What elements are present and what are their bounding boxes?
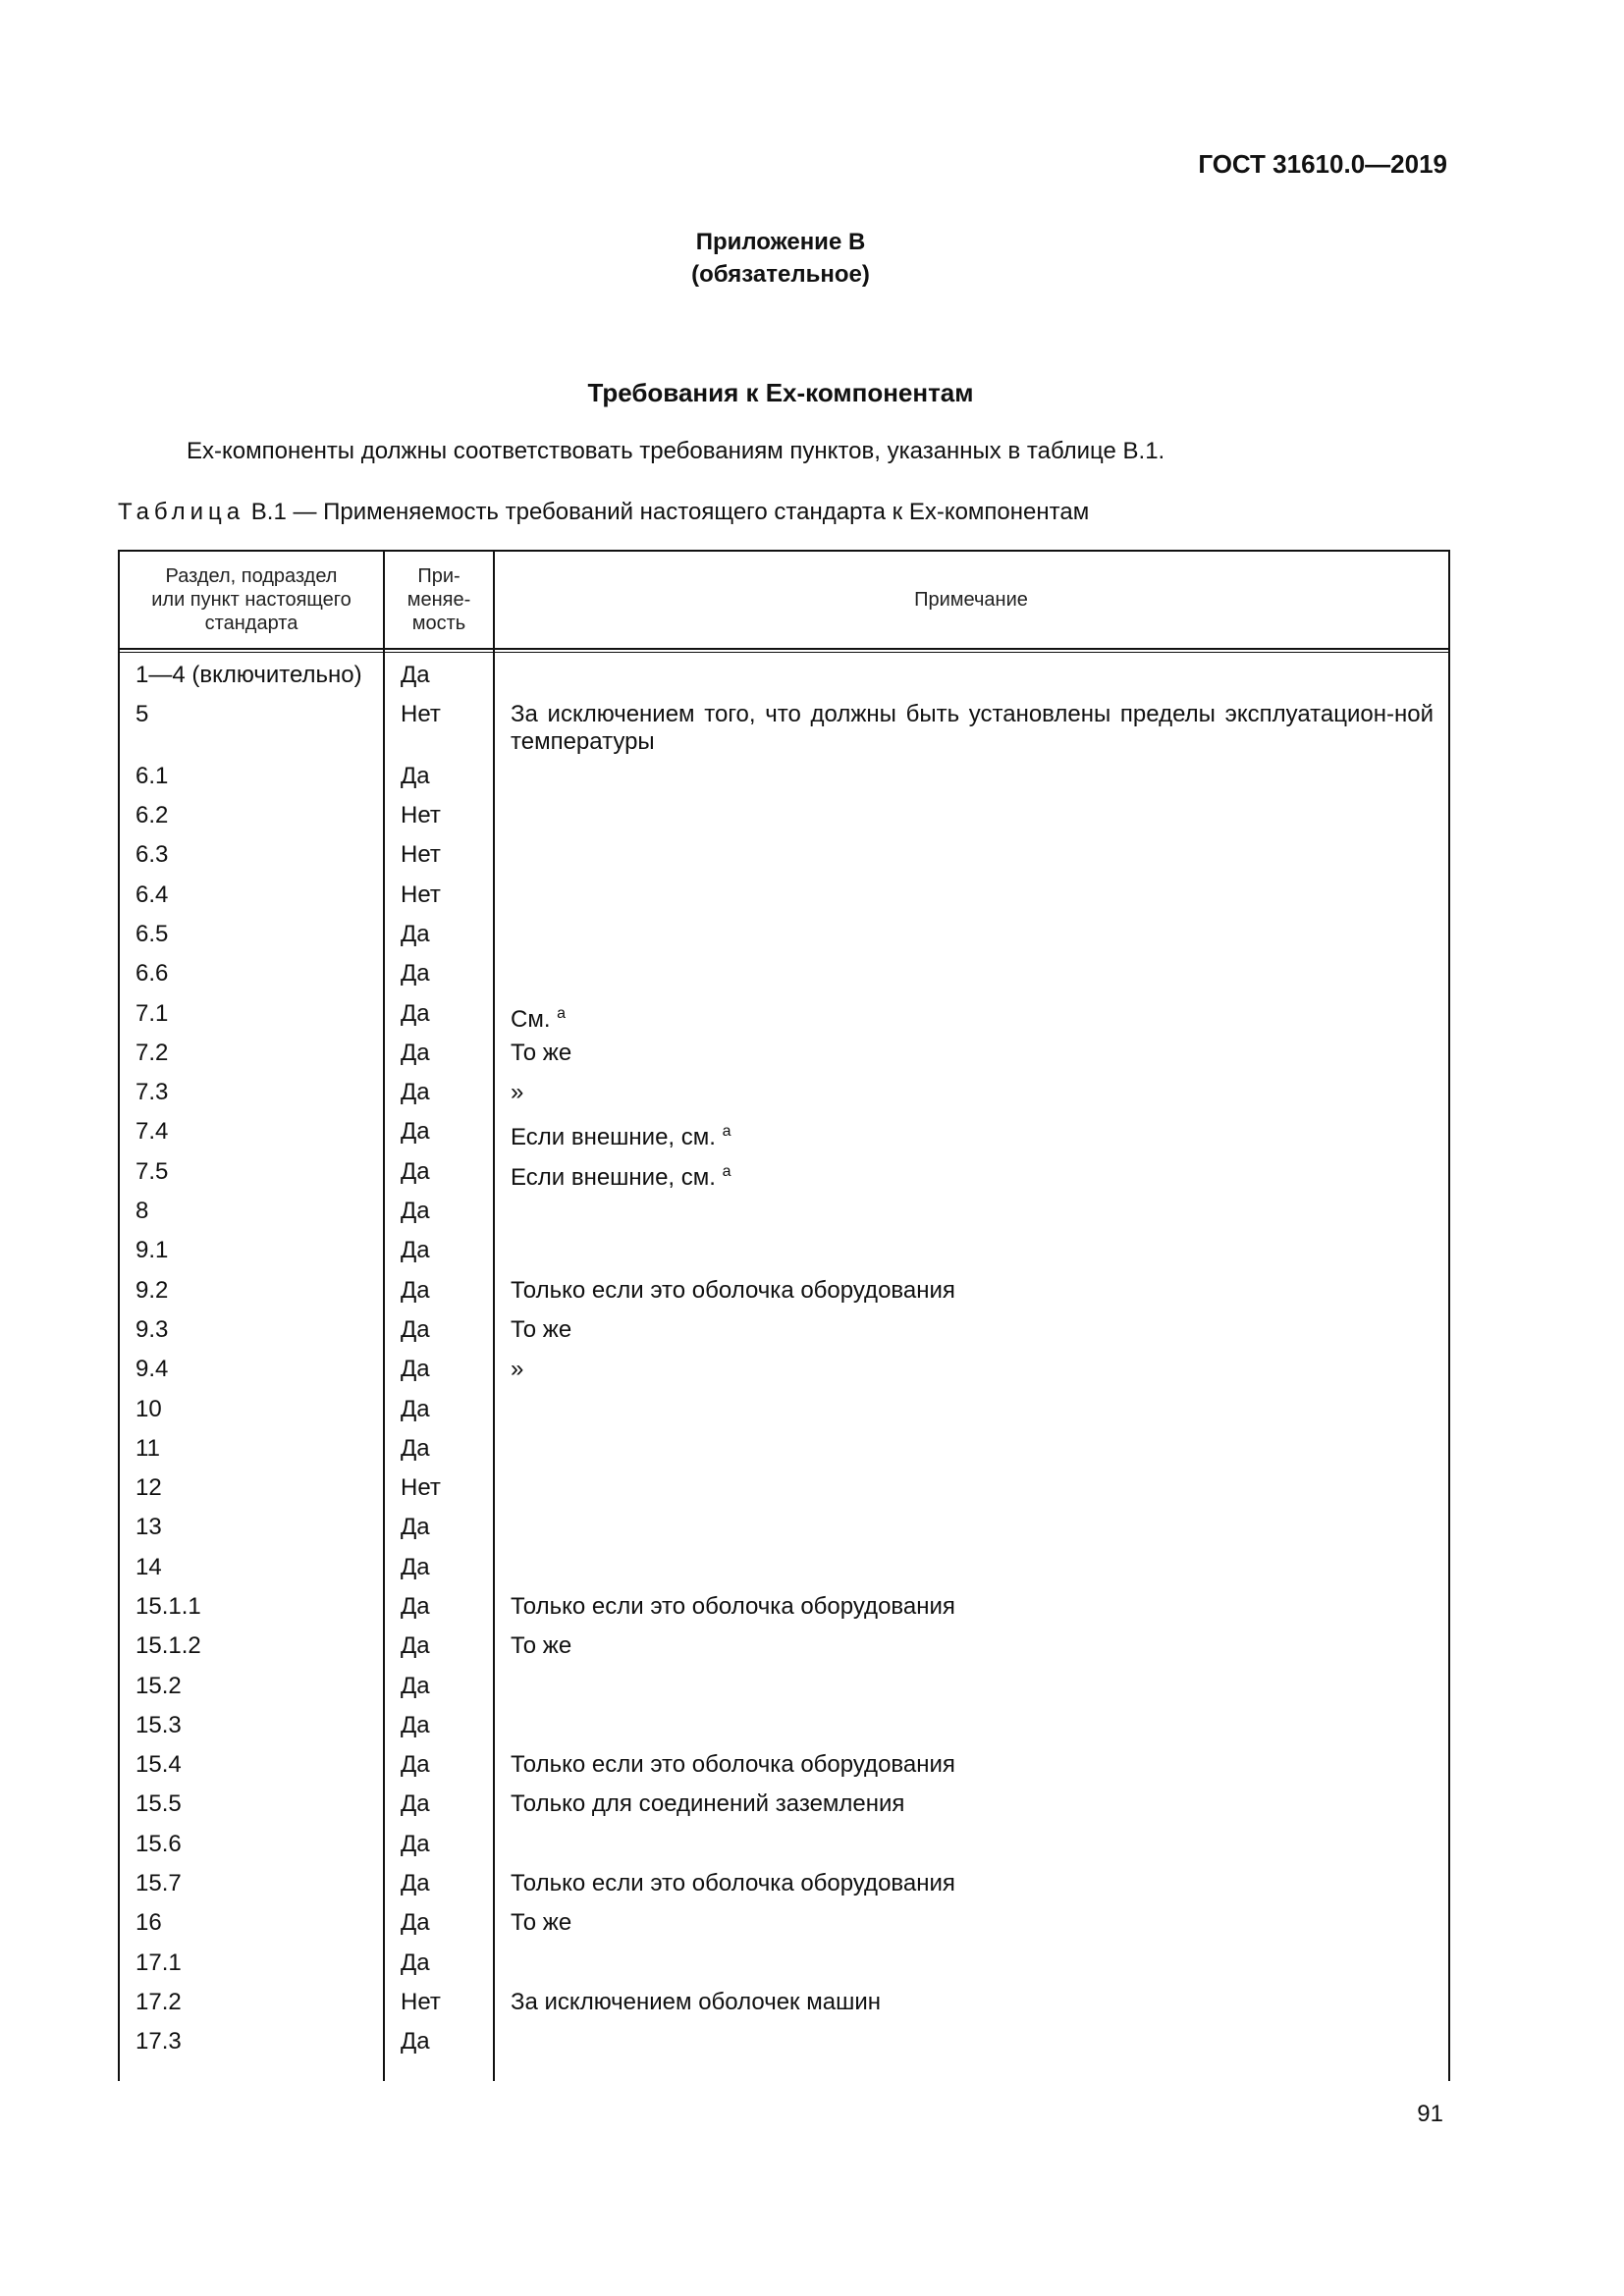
row-section: 16 (135, 1909, 162, 1937)
table-row (120, 881, 1448, 921)
row-applicability: Нет (401, 1474, 441, 1502)
table-row (120, 1593, 1448, 1632)
row-note (511, 701, 1434, 756)
page-number: 91 (1417, 2101, 1443, 2127)
row-section: 9.2 (135, 1276, 169, 1304)
row-section: 12 (135, 1474, 162, 1502)
table-body (120, 662, 1448, 2068)
row-section: 1—4 (включительно) (135, 662, 362, 688)
table-row (120, 1396, 1448, 1435)
row-section: 15.4 (135, 1751, 182, 1779)
row-applicability: Да (401, 1039, 430, 1066)
row-note-text: Только если это оболочка оборудования (511, 1870, 955, 1897)
row-section: 9.1 (135, 1237, 169, 1264)
row-note-text: » (511, 1356, 524, 1383)
row-note-text: Только если это оболочка оборудования (511, 1751, 955, 1779)
header-section (120, 552, 383, 648)
row-section: 9.3 (135, 1315, 169, 1343)
row-applicability: Да (401, 1237, 430, 1264)
row-applicability: Да (401, 1711, 430, 1738)
table-row (120, 2028, 1448, 2067)
row-section: 6.6 (135, 960, 169, 988)
table-row (120, 1040, 1448, 1079)
row-section: 7.5 (135, 1157, 169, 1185)
table-caption-word: Таблица (118, 499, 245, 525)
row-applicability: Да (401, 1909, 430, 1937)
row-section: 15.7 (135, 1870, 182, 1897)
table-row (120, 1673, 1448, 1712)
table-caption (118, 499, 1089, 526)
row-applicability: Да (401, 1198, 430, 1225)
row-section: 6.3 (135, 841, 169, 869)
section-title: Требования к Ex-компонентам (587, 378, 974, 407)
row-section: 7.4 (135, 1118, 169, 1146)
row-section: 6.5 (135, 920, 169, 947)
row-note-text: За исключением того, что должны быть установлены пределы эксплуатацион-ной температуры (511, 701, 1434, 756)
row-note (511, 1870, 1434, 1897)
row-applicability: Да (401, 1157, 430, 1185)
appendix-heading (0, 226, 1561, 291)
row-note (511, 1277, 1434, 1305)
intro-paragraph: Ex-компоненты должны соответствовать требованиям пунктов, указанных в таблице В.1. (187, 438, 1165, 464)
table-row (120, 1435, 1448, 1474)
row-note-text: Только если это оболочка оборудования (511, 1276, 955, 1304)
row-section: 10 (135, 1395, 162, 1422)
row-section: 7.1 (135, 999, 169, 1027)
table-row (120, 1831, 1448, 1870)
table-row (120, 802, 1448, 841)
row-applicability: Да (401, 920, 430, 947)
row-applicability: Да (401, 1830, 430, 1857)
row-note (511, 1356, 1434, 1383)
row-applicability: Да (401, 1079, 430, 1106)
row-section: 6.2 (135, 802, 169, 829)
table-row (120, 1000, 1448, 1040)
row-note (511, 1000, 1434, 1034)
header-divider (120, 648, 1448, 653)
row-note-text: » (511, 1079, 524, 1106)
row-note (511, 1040, 1434, 1067)
table-row (120, 1198, 1448, 1237)
header-applicability-label: При- меняе- мость (406, 565, 471, 634)
row-note (511, 1909, 1434, 1937)
table-row (120, 701, 1448, 762)
row-note-text: Если внешние, см. (511, 1124, 716, 1151)
row-section: 5 (135, 701, 149, 728)
table-row (120, 841, 1448, 881)
row-note-text: То же (511, 1909, 572, 1937)
table-row (120, 1712, 1448, 1751)
row-applicability: Да (401, 1592, 430, 1620)
row-applicability: Да (401, 2028, 430, 2056)
row-note (511, 1632, 1434, 1660)
row-note-text: Только для соединений заземления (511, 1790, 905, 1818)
row-note-text: То же (511, 1315, 572, 1343)
row-applicability: Да (401, 1632, 430, 1660)
table-row (120, 1949, 1448, 1989)
row-note-text: Если внешние, см. (511, 1163, 716, 1191)
header-note (495, 552, 1447, 648)
row-applicability: Да (401, 1790, 430, 1818)
row-note-text: См. (511, 1005, 551, 1033)
table-row (120, 662, 1448, 701)
row-section: 8 (135, 1198, 149, 1225)
row-note (511, 1079, 1434, 1106)
row-applicability: Да (401, 1672, 430, 1699)
row-section: 6.4 (135, 881, 169, 908)
table-row (120, 1277, 1448, 1316)
row-section: 15.5 (135, 1790, 182, 1818)
row-section: 17.3 (135, 2028, 182, 2056)
row-section: 9.4 (135, 1356, 169, 1383)
row-applicability: Нет (401, 841, 441, 869)
row-section: 15.3 (135, 1711, 182, 1738)
table-row (120, 921, 1448, 960)
row-note (511, 1158, 1434, 1192)
row-note (511, 1751, 1434, 1779)
row-section: 15.1.1 (135, 1592, 201, 1620)
row-note (511, 1989, 1434, 2016)
appendix-title: Приложение В (695, 229, 866, 255)
row-applicability: Нет (401, 881, 441, 908)
row-applicability: Нет (401, 701, 441, 728)
row-note-text: Только если это оболочка оборудования (511, 1592, 955, 1620)
row-section: 15.1.2 (135, 1632, 201, 1660)
row-note (511, 1593, 1434, 1621)
row-section: 11 (135, 1434, 160, 1462)
table-row (120, 1751, 1448, 1790)
table-row (120, 1118, 1448, 1157)
table-row (120, 1356, 1448, 1395)
applicability-table (118, 550, 1450, 2081)
row-section: 7.2 (135, 1039, 169, 1066)
row-section: 6.1 (135, 762, 169, 789)
table-row (120, 1870, 1448, 1909)
row-note-text: За исключением оболочек машин (511, 1988, 881, 2015)
table-row (120, 1632, 1448, 1672)
row-applicability: Да (401, 1949, 430, 1976)
row-section: 17.2 (135, 1988, 182, 2015)
table-row (120, 1079, 1448, 1118)
row-applicability: Да (401, 1751, 430, 1779)
row-note (511, 1118, 1434, 1151)
appendix-status: (обязательное) (691, 261, 870, 288)
header-section-label: Раздел, подраздел или пункт настоящего стандарта (151, 565, 352, 634)
table-row (120, 1474, 1448, 1514)
row-applicability: Да (401, 762, 430, 789)
row-applicability: Да (401, 662, 430, 688)
row-note (511, 1316, 1434, 1344)
table-row (120, 1790, 1448, 1830)
header-applicability (385, 552, 493, 648)
row-section: 14 (135, 1553, 162, 1580)
row-applicability: Да (401, 1276, 430, 1304)
table-row (120, 1158, 1448, 1198)
header-note-label: Примечание (914, 589, 1028, 611)
table-row (120, 960, 1448, 999)
row-applicability: Да (401, 999, 430, 1027)
table-row (120, 1989, 1448, 2028)
row-applicability: Да (401, 1553, 430, 1580)
table-row (120, 1909, 1448, 1949)
table-row (120, 1237, 1448, 1276)
row-applicability: Нет (401, 802, 441, 829)
row-section: 15.6 (135, 1830, 182, 1857)
row-section: 7.3 (135, 1079, 169, 1106)
row-applicability: Да (401, 1356, 430, 1383)
footnote-marker: а (722, 1162, 731, 1180)
row-applicability: Да (401, 1434, 430, 1462)
row-section: 15.2 (135, 1672, 182, 1699)
row-section: 13 (135, 1514, 162, 1541)
row-applicability: Да (401, 1118, 430, 1146)
table-row (120, 1514, 1448, 1553)
row-applicability: Да (401, 960, 430, 988)
row-section: 17.1 (135, 1949, 182, 1976)
row-note (511, 1790, 1434, 1818)
row-applicability: Да (401, 1315, 430, 1343)
row-applicability: Да (401, 1395, 430, 1422)
table-caption-text: В.1 — Применяемость требований настоящего стандарта к Ex-компонентам (250, 499, 1090, 525)
table-row (120, 1316, 1448, 1356)
row-applicability: Да (401, 1870, 430, 1897)
row-note-text: То же (511, 1039, 572, 1066)
document-code: ГОСТ 31610.0—2019 (1198, 149, 1447, 179)
row-applicability: Нет (401, 1988, 441, 2015)
footnote-marker: а (722, 1123, 731, 1141)
footnote-marker: а (557, 1004, 567, 1022)
row-note-text: То же (511, 1632, 572, 1660)
table-row (120, 763, 1448, 802)
table-row (120, 1554, 1448, 1593)
row-applicability: Да (401, 1514, 430, 1541)
